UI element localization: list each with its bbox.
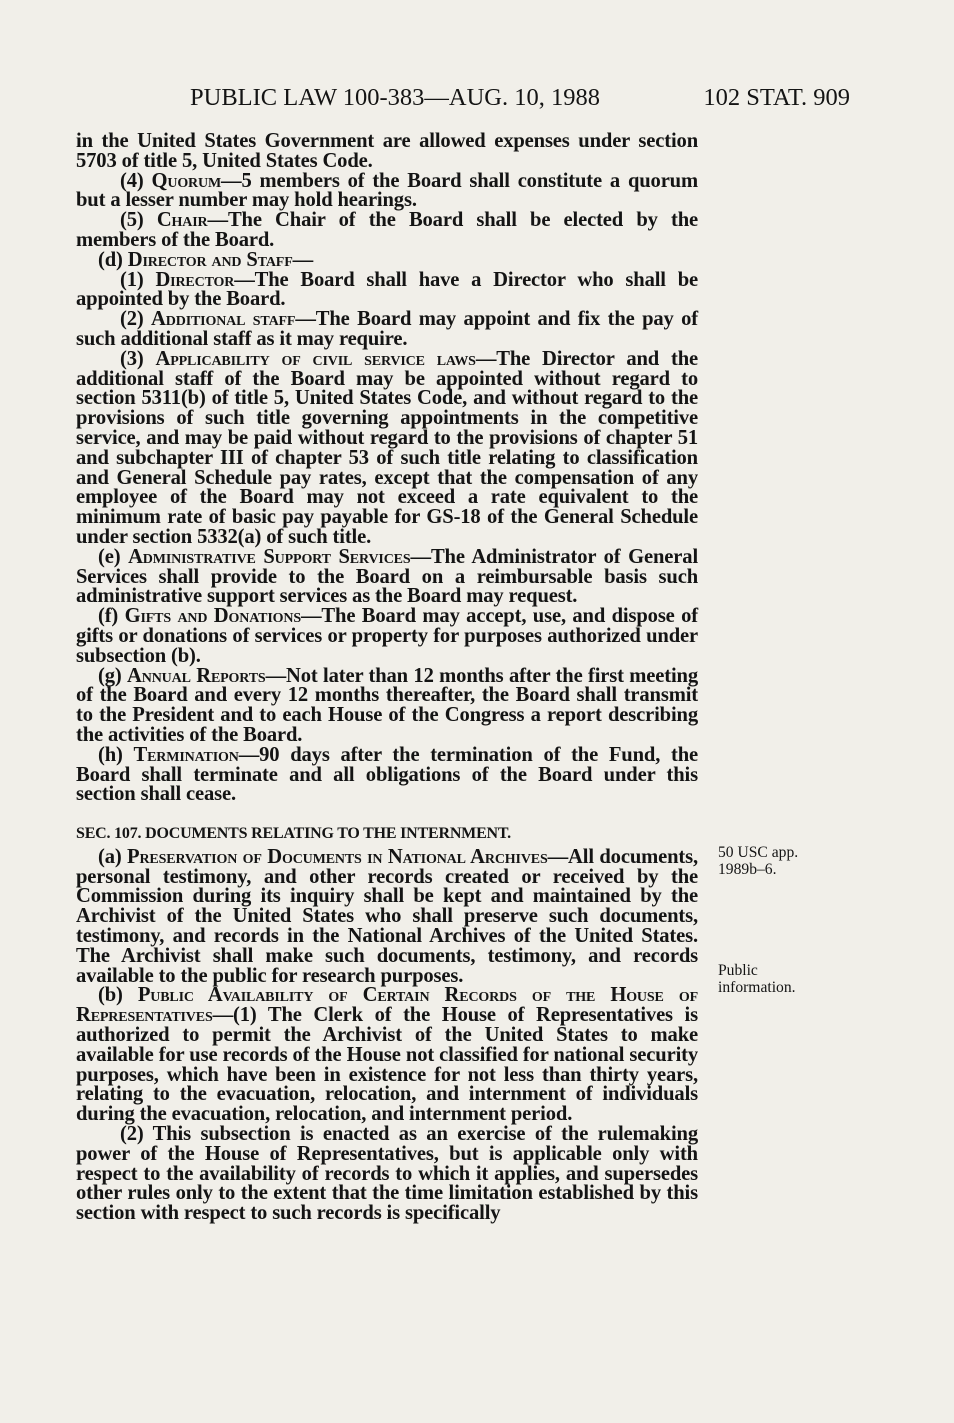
subsection-termination (76, 743, 698, 806)
paragraph-text: —The Chair of the Board shall be elected by the members of the Board. (76, 209, 699, 251)
paragraph-rulemaking: (2) This subsection is enacted as an exercise of the rulemaking power of the House of Representatives, but is applicable only with respect to the availability of records to which it applies, and supersedes other rules only to the extent that the time limitation established by this section with respect to such records is specifically (76, 1123, 698, 1225)
paragraph-number: (2) (120, 308, 144, 331)
paragraph-heading: Termination (133, 743, 239, 766)
paragraph-text: —The Board may accept, use, and dispose of gifts or donations of services or property for purposes authorized under subsection (b). (76, 605, 698, 667)
margin-note-public-information (718, 962, 838, 996)
paragraph-director (76, 268, 699, 311)
paragraph-text: —The Board may appoint and fix the pay of such additional staff as it may require. (76, 308, 698, 350)
paragraph-number: (d) (98, 248, 123, 271)
paragraph-number: (a) (98, 845, 122, 868)
paragraph-heading: Gifts and Donations (124, 605, 301, 628)
margin-note-line: information. (718, 979, 796, 996)
paragraph-heading: Director and Staff (127, 248, 293, 271)
paragraph-number: (b) (98, 984, 123, 1007)
paragraph-text: —Not later than 12 months after the first meeting of the Board and every 12 months thereafter, the Board shall transmit to the President and to each House of the Congress a report describing the activities of the Board. (76, 664, 699, 746)
margin-note-line: Public (718, 962, 758, 979)
subsection-annual-reports (76, 664, 699, 746)
paragraph-number: (e) (98, 545, 121, 568)
paragraph-number: (5) (120, 209, 144, 232)
subsection-gifts-and-donations (76, 607, 698, 666)
paragraph-number: (3) (120, 347, 144, 370)
subsection-preservation (76, 845, 698, 987)
paragraph-heading: Applicability of civil service laws (155, 347, 476, 370)
paragraph-number: (4) (120, 169, 144, 192)
paragraph-text: —90 days after the termination of the Fund, the Board shall terminate and all obligations of the Board under this section shall cease. (76, 743, 698, 806)
paragraph-text: — (292, 248, 314, 271)
paragraph-heading: Annual Reports (127, 664, 266, 687)
paragraph-chair (76, 211, 698, 251)
paragraph-heading: Director (155, 268, 235, 291)
paragraph-heading: Additional staff (151, 308, 296, 331)
section-heading: SEC. 107. DOCUMENTS RELATING TO THE INTERNMENT. (76, 825, 511, 843)
margin-note-line: 50 USC app. (718, 844, 799, 861)
margin-note-line: 1989b–6. (718, 861, 777, 878)
subsection-administrative-support (76, 545, 699, 608)
paragraph-number: (1) (120, 268, 144, 291)
paragraph-heading: Quorum (151, 169, 222, 192)
paragraph-continued: in the United States Government are allowed expenses under section 5703 of title 5, United States Code. (76, 130, 698, 172)
paragraph-heading: Chair (156, 209, 208, 232)
paragraph-civil-service-laws (76, 347, 698, 548)
margin-note-usc (718, 844, 838, 878)
paragraph-number: (g) (98, 664, 122, 687)
paragraph-text: —The Board shall have a Director who shall be appointed by the Board. (76, 268, 699, 311)
subsection-public-availability (76, 986, 698, 1125)
paragraph-text: —All documents, personal testimony, and other records created or received by the Commission during its inquiry shall be kept and maintained by the Archivist of the United States who shall preserve such documents, testimony, and records in the National Archives of the United States. The Archivist shall make such documents, testimony, and records available to the public for research purposes. (76, 845, 698, 987)
paragraph-additional-staff (76, 310, 698, 350)
paragraph-heading: Public Availability of Certain Records of the House of Representatives (76, 984, 698, 1027)
paragraph-quorum (76, 169, 698, 212)
paragraph-heading: Preservation of Documents in National Archives (127, 845, 548, 868)
paragraph-text: —The Director and the additional staff of the Board may be appointed without regard to section 5311(b) of title 5, United States Code, and without regard to the provisions of such title governing appointments in the competitive service, and may be paid without regard to the provisions of chapter 51 and subchapter III of chapter 53 of such title relating to classification and General Schedule pay rates, except that the compensation of any employee of the Board may not exceed a rate equivalent to the minimum rate of basic pay payable for GS-18 of the General Schedule under section 5332(a) of such title. (76, 347, 698, 548)
paragraph-text: —The Administrator of General Services shall provide to the Board on a reimbursable basis such administrative support services as the Board may request. (76, 545, 699, 608)
paragraph-text: —5 members of the Board shall constitute a quorum but a lesser number may hold hearings. (76, 169, 698, 212)
running-head (190, 84, 850, 114)
law-title: PUBLIC LAW 100-383—AUG. 10, 1988 (190, 84, 600, 111)
stat-page-number: 102 STAT. 909 (703, 84, 850, 111)
paragraph-number: (f) (98, 605, 119, 628)
paragraph-number: (h) (98, 743, 123, 766)
body-text (76, 132, 698, 1224)
paragraph-text: —(1) The Clerk of the House of Representatives is authorized to permit the Archivist of the United States to make available for use records of the House not classified for national security purposes, which have been in existence for not less than thirty years, relating to the evacuation, relocation, and internment of individuals during the evacuation, relocation, and internment period. (76, 1004, 698, 1126)
paragraph-heading: Administrative Support Services (128, 545, 411, 568)
